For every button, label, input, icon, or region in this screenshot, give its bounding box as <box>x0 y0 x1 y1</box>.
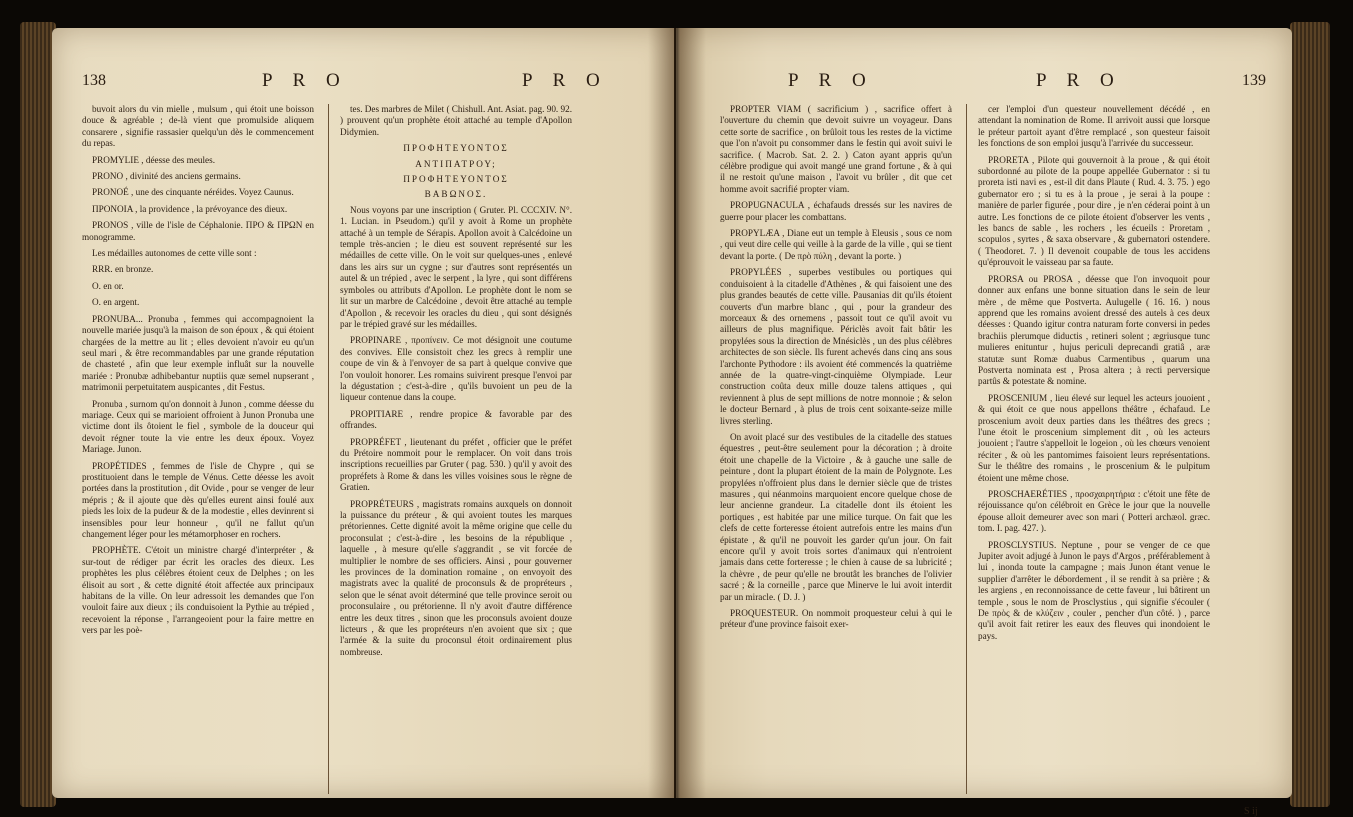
paragraph: On avoit placé sur des vestibules de la citadelle des statues équestres , peut-être seulement pour la décoration ; à droite étoit une chapelle de la Victoire , & à gauche une salle de peinture , dont la plupart étoient de la main de Polygnote. Les propylées n'offroient plus dans le dernier siècle que de tristes masures , qui néanmoins marquoient encore quelque chose de leur ancienne grandeur. La citadelle dont ils étoient les portiques , est habitée par une milice turque. On fait que les clefs de cette forteresse étoient autrefois entre les mains d'un épistate , & qu'il ne pouvoit les garder qu'un jour. On fait encore qu'il y avoit trois sortes d'animaux qui n'entroient jamais dans cette forteresse ; le chien à cause de sa lubricité ; la chèvre , de peur qu'elle ne broutât les branches de l'olivier sacré ; & la corneille , parce que Minerve le lui avoit interdit par un miracle. ( D. J. ) <box>720 431 952 602</box>
column-divider <box>328 104 329 794</box>
paragraph: buvoit alors du vin mielle , mulsum , qui étoit une boisson douce & agréable ; de-là vient que promulside aliquem consarere , signifie rassasier quelqu'un dès le commencement du repas. <box>82 104 314 149</box>
paragraph: tes. Des marbres de Milet ( Chishull. Ant. Asiat. pag. 90. 92. ) prouvent qu'un prophète étoit attaché au temple d'Apollon Didymien. <box>340 104 573 137</box>
paragraph: PROPÉTIDES , femmes de l'isle de Chypre , qui se prostituoient dans le temple de Vénus. Cette déesse les avoit portées dans la prostitution , dit Ovide , pour se venger de leur mépris ; & il ajoute que dès qu'elles eurent ainsi foulé aux pieds les loix de la pudeur & de la modestie , elles devinrent si insensibles pour leur honneur , qu'il ne fallut qu'un changement léger pour les métamorphoser en rochers. <box>82 460 314 539</box>
running-head-left-a: P R O <box>262 70 348 91</box>
paragraph: PRORETA , Pilote qui gouvernoit à la proue , & qui étoit subordonné au pilote de la poupe appellée Gubernator : si tu proreta isti navi es , est-il dit dans Plaute ( Rud. 4. 3. 75. ) ego gubernator ero ; si tu es à la proue , je serai à la poupe : manière de parler figurée , pour dire , je n'en céderai point à un autre. Les fonctions de ce pilote étoient d'observer les vents , les bancs de sable , les rochers , les écueils : Proretam , scopulos , syrtes , & saxa observare , & gubernatori ostendere. ( Theodoret. 7. ) Il devenoit coupable de tous les accidens qu'éprouvoit le vaisseau par sa faute. <box>978 154 1210 268</box>
right-page-column-1 <box>720 104 952 636</box>
paragraph: PRONOS , ville de l'isle de Céphalonie. ΠΡΟ & ΠΡΩΝ en monogramme. <box>82 220 314 242</box>
paragraph: PROPTER VIAM ( sacrificium ) , sacrifice offert à l'ouverture du chemin que devoit suivre un voyageur. Dans cette sorte de sacrifice , on brûloit tous les restes de la victime que l'on n'avoit pu consommer dans le festin qui avoit suivi le sacrifice. ( Macrob. Sat. 2. 2. ) Caton ayant appris qu'un célèbre prodigue qui avoit mangé une grand fortune , & à qui il ne restoit qu'une maison , l'avoit vu brûler , dit que cet homme avoit sacrifié propter viam. <box>720 104 952 194</box>
paragraph: cer l'emploi d'un questeur nouvellement décédé , en attendant la nomination de Rome. Il arrivoit aussi que lorsque le préteur partoit ayant d'être remplacé , son questeur faisoit les fonctions de son emploi jusqu'à l'arrivée du successeur. <box>978 104 1210 149</box>
right-page-edges <box>1290 22 1330 807</box>
paragraph: PROPYLÉES , superbes vestibules ou portiques qui conduisoient à la citadelle d'Athènes , & qui faisoient une des plus grandes beautés de cette ville. Pausanias dit qu'ils étoient couverts d'un marbre blanc , qui , pour la grandeur des morceaux & des ornemens , passoit tout ce qu'il avoit vu ailleurs de plus magnifique. Périclès avoit fait bâtir les propylées sous la direction de Mnésiclès , un des plus célèbres architectes de son siècle. Ils furent achevés dans cinq ans sous l'archonte Pythodore : ils avoient été commencés la quatrième année de la quatre-vingt-cinquième Olympiade. Leur construction coûta deux mille douze talens attiques , qui reviennent à plus de sept millions de notre monnoie ; & selon le docteur Bernard , à plus de trois cent soixante-seize mille livres sterling. <box>720 267 952 426</box>
paragraph: PRONOÉ , une des cinquante néréides. Voyez Caunus. <box>92 187 294 198</box>
left-page-column-2 <box>340 104 572 663</box>
paragraph: O. en or. <box>92 280 124 291</box>
running-head-right-b: P R O <box>1036 70 1122 91</box>
paragraph: PRONUBA... Pronuba , femmes qui accompagnoient la nouvelle mariée jusqu'à la maison de son époux , & qui étoient chargées de la mettre au lit ; elles devoient n'avoir eu qu'un seul mari , & être recommandables par une grande réputation de chasteté , afin que leur exemple influât sur la nouvelle mariée : Pronubæ adhibebantur nuptiis quæ semel nupserant , matrimonii perpetuitatem auspicantes , dit Festus. <box>82 313 314 393</box>
left-page-column-1 <box>82 104 314 642</box>
running-head-right-a: P R O <box>788 70 874 91</box>
paragraph: PROPHÈTE. C'étoit un ministre chargé d'interpréter , & sur-tout de rédiger par écrit les oracles des dieux. Les prophètes les plus célèbres étoient ceux de Delphes ; on les élisoit au sort , & cette dignité étoit affectée aux principaux habitans de la ville. On leur adressoit les demandes que l'on vouloit faire aux dieux ; ils conduisoient la Pythie au trépied , recevoient la réponse , l'arrangeoient pour la faire mettre en vers par les poè- <box>82 545 314 636</box>
paragraph: PROPYLÆA , Diane eut un temple à Eleusis , sous ce nom , qui veut dire celle qui veille à la garde de la ville , qui se tient devant la porte. ( De πρὸ πύλη , devant la porte. ) <box>720 228 952 261</box>
right-page <box>676 28 1292 817</box>
left-page <box>52 28 674 798</box>
paragraph: PROMYLIE , déesse des meules. <box>92 154 215 165</box>
paragraph: PROQUESTEUR. On nommoit proquesteur celui à qui le préteur d'une province faisoit exer- <box>720 608 952 630</box>
paragraph: PROSCENIUM , lieu élevé sur lequel les acteurs jouoient , & qui étoit ce que nous appellons théâtre , échafaud. Le proscenium avoit deux parties dans les théâtres des grecs ; l'une étoit le proscenium simplement dit , où les acteurs jouoient ; l'autre s'appelloit le logeion , où les chœurs venoient réciter , & où les pantomimes faisoient leurs représentations. Sur le théâtre des romains , le proscenium & le pulpitum étoient une même chose. <box>978 392 1210 483</box>
right-page-column-2 <box>978 104 1210 647</box>
column-divider <box>966 104 967 794</box>
paragraph: PRORSA ou PROSA , déesse que l'on invoquoit pour donner aux enfans une bonne situation dans le sein de leur mère , de même que Postverta. Aulugelle ( 16. 16. ) nous apprend que les romains avoient dressé des autels à ces deux déesses : Quando igitur contra naturam forte conversi in pedes brachiis plerumque diductis , retineri solent ; ægriusque tunc mulieres enituntur , hujus periculi deprecandi gratiâ , aræ statutæ sunt Romæ duabus Carmentibus , quarum una Postverta nominata est , Prosa altera ; à recti perversique partûs & potestate & nomine. <box>978 273 1210 387</box>
paragraph: PROPRÉFET , lieutenant du préfet , officier que le préfet du Prétoire nommoit pour le remplacer. On voit dans trois inscriptions recueillies par Gruter ( pag. 530. ) qu'il y avoit des propréfets à Rome & dans les villes voisines sous le règne de Gratien. <box>340 436 572 493</box>
paragraph: Nous voyons par une inscription ( Gruter. Pl. CCCXIV. N°. 1. Lucian. in Pseudom.) qu'il y avoit à Rome un prophète attaché à un temple de Sérapis. Apollon avoit à Calcédoine un temple très-ancien ; le dieu est souvent représenté sur les médailles de cette ville. On le voit sur quelques-unes , enlevé dans les airs sur un cygne ; sur d'autres sont représentés un autel & un trépied , avec le serpent , la lyre , qui sont différens symboles ou attributs d'Apollon. Le prophète dont le nom se lit sur un marbre de Calcédoine , devoit être attaché au temple d'Apollon , & recevoir les oracles du dieu , qui sont désignés par le trépied gravé sur les médailles. <box>340 204 572 329</box>
paragraph: ΠΡΟΝΟΙΑ , la providence , la prévoyance des dieux. <box>92 203 288 214</box>
page-number-left: 138 <box>82 72 106 89</box>
paragraph: PROSCHAERÉTIES , προσχαιρητήρια : c'étoit une fête de réjouissance qu'on célébroit en Grèce le jour que la nouvelle épouse alloit demeurer avec son mari ( Potteri archæol. græc. tom. I. pag. 427. ). <box>978 489 1210 534</box>
paragraph: PROPITIARE , rendre propice & favorable par des offrandes. <box>340 408 572 431</box>
greek-inscription-line: ΠΡΟΦΗΤΕΥΟΝΤΟΣ <box>403 143 509 154</box>
running-head-left-b: P R O <box>522 70 608 91</box>
paragraph: Les médailles autonomes de cette ville sont : <box>92 248 257 259</box>
paragraph: PROPRÉTEURS , magistrats romains auxquels on donnoit la puissance du préteur , & qui avoient toutes les marques prétoriennes. Cette dignité avoit la même origine que celle du proconsulat ; c'est-à-dire , les besoins de la république , laquelle , à mesure qu'elle s'aggrandit , se vit forcée de multiplier le nombre de ses officiers. Ainsi , pour gouverner les provinces de la domination romaine , on envoyoit des magistrats avec la qualité de proconsuls & de propréteurs , selon que le sénat avoit déterminé que telle province seroit ou proconsulaire , ou prétorienne. Il n'y avoit d'autre différence entre les deux titres , sinon que les proconsuls avoient douze licteurs , & que les propréteurs n'en avoient que six ; que l'armée & la suite du proconsul étoit ordinairement plus nombreuse. <box>340 498 572 657</box>
paragraph: PRONO , divinité des anciens germains. <box>92 171 241 182</box>
paragraph: Pronuba , surnom qu'on donnoit à Junon , comme déesse du mariage. Ceux qui se marioient offroient à Junon Pronuba une victime dont ils ôtoient le fiel , symbole de la douceur qui devoit régner toute la vie entre les deux époux. Voyez Mariage. Junon. <box>82 398 314 455</box>
paragraph: PROSCLYSTIUS. Neptune , pour se venger de ce que Jupiter avoit adjugé à Junon le pays d'Argos , préférablement à lui , inonda toute la campagne ; mais Junon étant venue le supplier d'arrêter le débordement , il se rendit à sa prière ; & les argiens , en reconnoissance de cette faveur , lui bâtirent un temple , sous le nom de Prosclystius , qui signifie s'écouler ( De πρὸς & de κλύζειν , couler , pencher d'un côté. ) , parce qu'il avoit fait retirer les eaux des fleuves qui inondoient le pays. <box>978 539 1210 641</box>
greek-inscription-line: ΑΝΤΙΠΑΤΡΟΥ; <box>415 158 497 169</box>
greek-inscription-line: ΒΑΒΩΝΟΣ. <box>424 189 488 200</box>
paragraph: PROPUGNACULA , échafauds dressés sur les navires de guerre pour placer les combattans. <box>720 200 952 222</box>
left-page-edges <box>20 22 56 807</box>
paragraph: O. en argent. <box>92 297 140 308</box>
signature-mark: S ij <box>1244 806 1258 817</box>
page-number-right: 139 <box>1242 72 1266 89</box>
greek-inscription-line: ΠΡΟΦΗΤΕΥΟΝΤΟΣ <box>403 174 509 185</box>
paragraph: PROPINARE , προπίνειν. Ce mot désignoit une coutume des convives. Elle consistoit chez les grecs à remplir une coupe de vin & à l'envoyer de sa part à quelque convive que l'on vouloit honorer. Les romains suivirent presque l'envoi par la dégustation ; c'est-à-dire , qu'ils buvoient un peu de la liqueur contenue dans la coupe. <box>340 335 572 403</box>
paragraph: RRR. en bronze. <box>92 264 154 275</box>
